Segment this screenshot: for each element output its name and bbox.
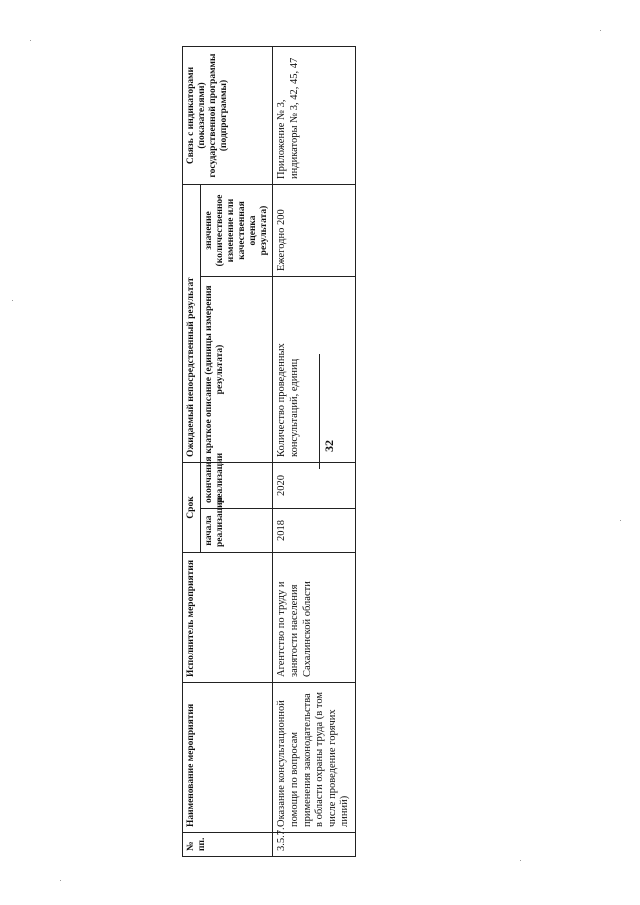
- header-link: Связь с индикаторами (показателями) государственной программы (подпрограммы): [183, 47, 273, 185]
- row-value: Ежегодно 200: [273, 185, 356, 277]
- header-expected: Ожидаемый непосредственный результат: [183, 185, 201, 463]
- row-link: Приложение № 3, индикаторы № 3, 42, 45, 47: [273, 47, 356, 185]
- row-executor: Агентство по труду и занятости населения Сахалинской области: [273, 553, 356, 683]
- header-name: Наименование мероприятия: [183, 683, 273, 833]
- header-executor: Исполнитель мероприятия: [183, 553, 273, 683]
- scan-speck: [520, 860, 521, 861]
- scan-speck: [600, 30, 601, 31]
- page-number: 32: [322, 440, 336, 452]
- end-line: [319, 354, 320, 469]
- header-term-end: окончания реализации: [200, 463, 273, 509]
- header-expected-value: значение (количественное изменение или качественная оценка результата): [200, 185, 273, 277]
- header-term: Срок: [183, 463, 201, 553]
- header-expected-desc: краткое описание (единицы измерения результата): [200, 277, 273, 463]
- scan-speck: [60, 880, 61, 881]
- scan-speck: [12, 300, 13, 301]
- table-row: [273, 47, 356, 857]
- header-num: № пп.: [183, 833, 273, 857]
- scan-speck: [30, 40, 31, 41]
- row-desc: Количество проведенных консультаций, единиц: [273, 277, 356, 463]
- table-header-row: [183, 47, 201, 857]
- row-end: 2020: [273, 463, 356, 509]
- row-start: 2018: [273, 509, 356, 553]
- row-name: Оказание консультационной помощи по вопросам применения законодательства в области охраны труда (в том числе проведение горячих линий): [273, 683, 356, 833]
- rotated-page: [182, 47, 622, 857]
- header-term-start: начала реализации: [200, 509, 273, 553]
- row-num: 3.5.7.: [273, 833, 356, 857]
